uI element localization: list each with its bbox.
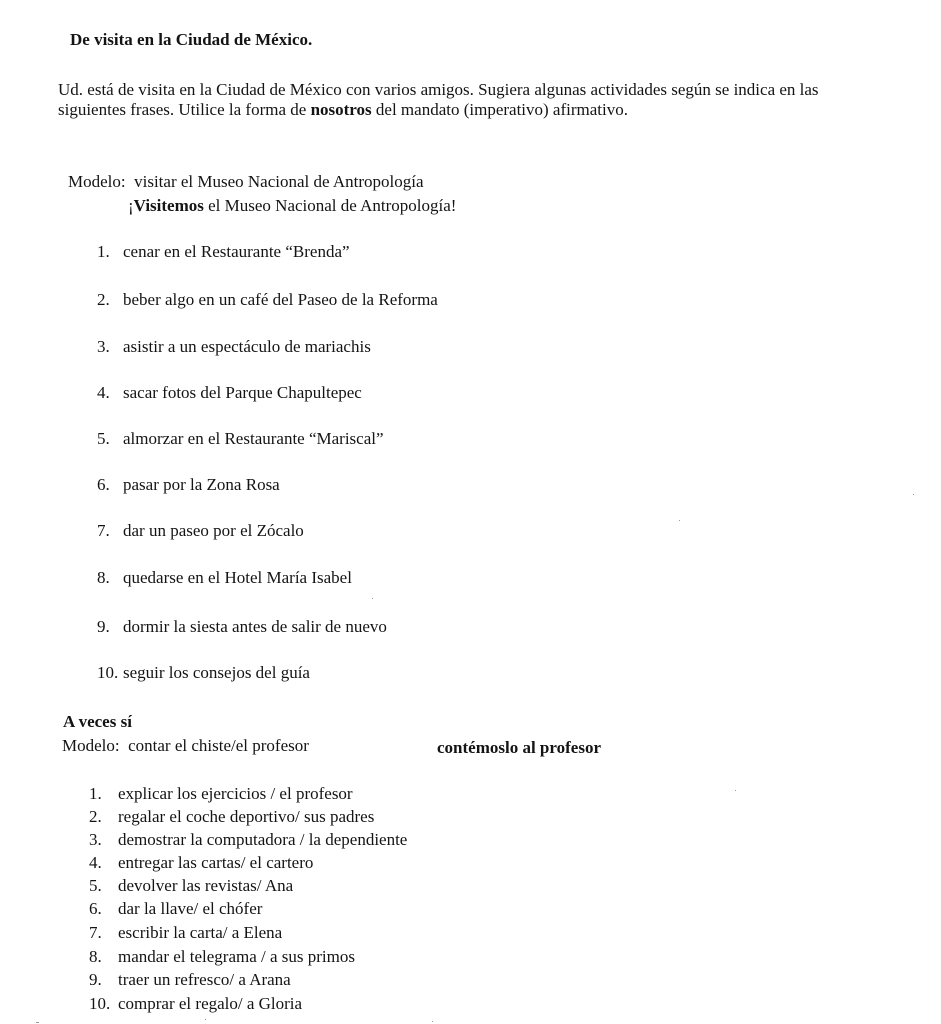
list-item	[89, 947, 355, 967]
item-text: dormir la siesta antes de salir de nuevo	[123, 617, 387, 636]
item-text: cenar en el Restaurante “Brenda”	[123, 242, 350, 261]
scan-speck	[205, 1019, 206, 1020]
item-text: entregar las cartas/ el cartero	[118, 853, 314, 872]
item-number: 6.	[97, 475, 110, 494]
item-number: 4.	[97, 383, 110, 402]
model-2-label: Modelo:	[62, 736, 120, 755]
item-text: explicar los ejercicios / el profesor	[118, 784, 353, 803]
item-number: 8.	[89, 947, 102, 966]
item-number: 3.	[89, 830, 102, 849]
list-item	[89, 807, 374, 827]
scan-speck	[36, 1022, 39, 1023]
item-text: traer un refresco/ a Arana	[118, 970, 291, 989]
scan-speck	[913, 494, 914, 495]
item-text: pasar por la Zona Rosa	[123, 475, 280, 494]
item-number: 8.	[97, 568, 110, 587]
list-item	[89, 899, 262, 919]
instructions-bold-word: nosotros	[310, 100, 372, 119]
list-item	[89, 784, 353, 804]
scan-speck	[679, 520, 680, 521]
item-text: almorzar en el Restaurante “Mariscal”	[123, 429, 384, 448]
item-number: 6.	[89, 899, 102, 918]
item-text: mandar el telegrama / a sus primos	[118, 947, 355, 966]
scan-speck	[432, 1021, 433, 1022]
list-item	[89, 994, 302, 1014]
instructions-paragraph	[58, 80, 888, 120]
list-item	[89, 876, 293, 896]
item-text: demostrar la computadora / la dependiente	[118, 830, 408, 849]
item-number: 9.	[89, 970, 102, 989]
list-item	[97, 429, 384, 449]
list-item	[97, 617, 387, 637]
model-answer-verb: Visitemos	[133, 196, 204, 215]
item-number: 3.	[97, 337, 110, 356]
instructions-text-2: del mandato (imperativo) afirmativo.	[371, 100, 628, 119]
item-text: escribir la carta/ a Elena	[118, 923, 283, 942]
item-text: dar la llave/ el chófer	[118, 899, 263, 918]
item-number: 7.	[89, 923, 102, 942]
list-item	[97, 337, 371, 357]
model-2-answer: contémoslo al profesor	[437, 738, 601, 757]
item-number: 1.	[97, 242, 110, 261]
list-item	[97, 521, 304, 541]
list-item	[89, 923, 282, 943]
item-text: beber algo en un café del Paseo de la Reforma	[123, 290, 438, 309]
instructions-text-1: Ud. está de visita en la Ciudad de México con varios amigos. Sugiera algunas actividades según se indica en las siguientes frases. Utilice la forma de	[58, 80, 819, 119]
item-text: seguir los consejos del guía	[123, 663, 310, 682]
model-answer-line	[128, 196, 456, 216]
item-number: 5.	[89, 876, 102, 895]
list-item	[97, 242, 350, 262]
item-number: 10.	[89, 994, 111, 1013]
item-text: devolver las revistas/ Ana	[118, 876, 294, 895]
item-text: comprar el regalo/ a Gloria	[118, 994, 303, 1013]
item-text: quedarse en el Hotel María Isabel	[123, 568, 352, 587]
item-number: 5.	[97, 429, 110, 448]
item-text: dar un paseo por el Zócalo	[123, 521, 304, 540]
page-title: De visita en la Ciudad de México.	[70, 30, 313, 49]
item-text: asistir a un espectáculo de mariachis	[123, 337, 371, 356]
section-heading: A veces sí	[63, 712, 132, 731]
item-number: 7.	[97, 521, 110, 540]
list-item	[97, 383, 362, 403]
model-2-prompt: contar el chiste/el profesor	[128, 736, 309, 755]
scan-speck	[735, 790, 736, 791]
list-item	[89, 830, 407, 850]
model-prompt: visitar el Museo Nacional de Antropología	[134, 172, 424, 191]
model-2-line	[62, 736, 309, 756]
list-item	[97, 568, 352, 588]
model-answer-rest: el Museo Nacional de Antropología!	[203, 196, 457, 215]
list-item	[97, 475, 280, 495]
model-label: Modelo:	[68, 172, 126, 191]
list-item	[89, 853, 313, 873]
scan-speck	[372, 598, 373, 599]
item-number: 10.	[97, 663, 119, 682]
item-number: 1.	[89, 784, 102, 803]
list-item	[97, 290, 438, 310]
item-number: 4.	[89, 853, 102, 872]
model-prompt-line	[68, 172, 424, 192]
item-number: 9.	[97, 617, 110, 636]
list-item	[97, 663, 310, 683]
item-number: 2.	[97, 290, 110, 309]
model-answer-open: ¡	[128, 196, 134, 215]
item-text: regalar el coche deportivo/ sus padres	[118, 807, 375, 826]
list-item	[89, 970, 291, 990]
item-text: sacar fotos del Parque Chapultepec	[123, 383, 362, 402]
item-number: 2.	[89, 807, 102, 826]
